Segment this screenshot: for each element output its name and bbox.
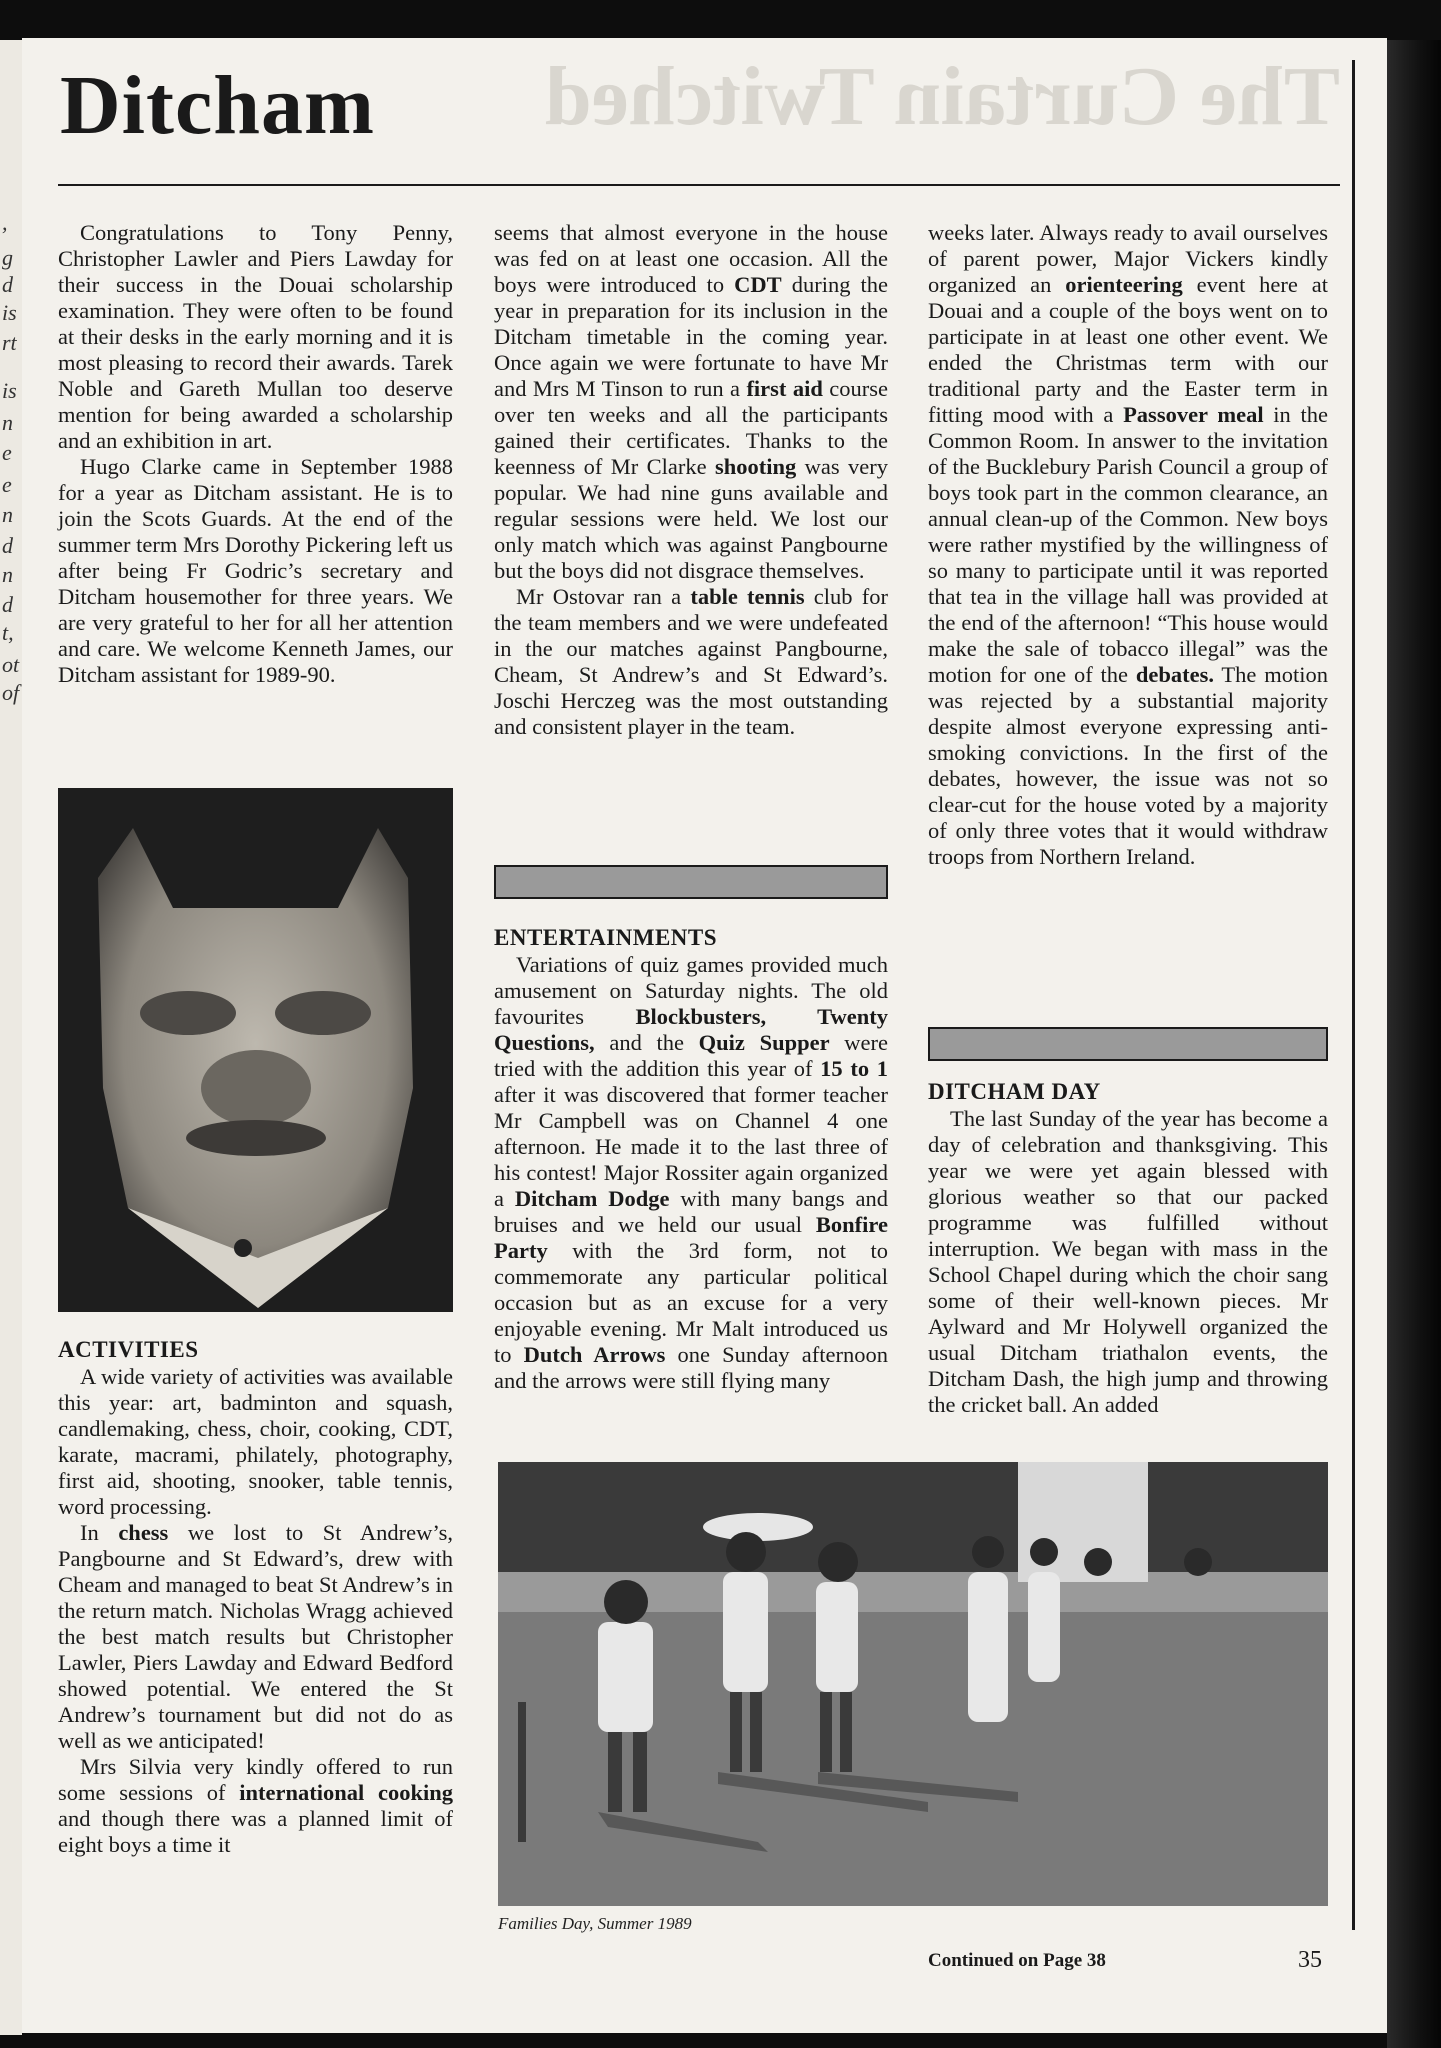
margin-fragment: e <box>2 472 12 497</box>
binding-edge <box>1387 40 1441 2048</box>
margin-fragment: ot <box>2 652 20 677</box>
paragraph-table-tennis <box>494 584 888 740</box>
heading-activities: ACTIVITIES <box>58 1337 199 1362</box>
column-2 <box>494 220 888 740</box>
continued-note: Continued on Page 38 <box>928 1950 1106 1971</box>
margin-fragment: , <box>2 210 8 235</box>
text: after it was discovered that former teacher Mr Campbell was on Channel 4 one afternoon. He made it to the last three of his contest! Major Rossiter again organized a <box>494 1082 888 1211</box>
paragraph-ditcham-day: The last Sunday of the year has become a day of celebration and thanksgiving. This year we were yet again blessed with glorious weather so that our packed programme was fulfilled without interruption. We began with mass in the School Chapel during which the choir sang some of their well-known pieces. Mr Aylward and Mr Holywell organized the usual Ditcham triathalon events, the Ditcham Dash, the high jump and throwing the cricket ball. An added <box>928 1106 1328 1417</box>
bold-term: shooting <box>714 454 797 479</box>
margin-fragment: rt <box>2 330 17 355</box>
bold-term: first aid <box>746 376 823 401</box>
bold-term: international cooking <box>239 1780 453 1805</box>
margin-fragment: d <box>2 592 13 617</box>
section-divider-bar <box>494 865 888 899</box>
margin-fragment: e <box>2 440 12 465</box>
margin-fragment: n <box>2 562 13 587</box>
text: weeks later. Always ready to avail ourselves of parent power, Major Vickers kindly organized an <box>928 220 1328 297</box>
margin-fragment: d <box>2 272 13 297</box>
bold-term: CDT <box>734 272 782 297</box>
photo-caption: Families Day, Summer 1989 <box>498 1914 692 1933</box>
bold-term: 15 to 1 <box>820 1056 888 1081</box>
text: one Sunday afternoon and the arrows were still flying many <box>494 1342 888 1393</box>
text: and though there was a planned limit of eight boys a time it <box>58 1806 453 1857</box>
margin-fragment: n <box>2 502 13 527</box>
margin-fragment: is <box>2 300 17 325</box>
bold-term: debates. <box>1135 662 1214 687</box>
paragraph-orienteering <box>928 220 1328 870</box>
column-2-lower <box>494 924 888 1394</box>
page-number: 35 <box>1298 1947 1322 1973</box>
margin-fragment: of <box>2 680 20 705</box>
paragraph-chess <box>58 1520 453 1754</box>
text: we lost to St Andrew’s, Pangbourne and St Edward’s, drew with Cheam and managed to beat St Andrew’s in the return match. Nicholas Wragg achieved the best match results but Christopher Lawler, Piers Lawday and Edward Bedford showed potential. We entered the St Andrew’s tournament but did not do as well as we anticipated! <box>58 1520 453 1753</box>
text: with the 3rd form, not to commemorate any particular political occasion but as an excuse for a very enjoyable evening. Mr Malt introduced us to <box>494 1238 888 1367</box>
text: in the Common Room. In answer to the invitation of the Bucklebury Parish Council a group of boys took part in the common clearance, an annual clean-up of the Common. New boys were rather mystified by the willingness of so many to participate until it was reported that tea in the village hall was provided at the end of the afternoon! “This house would make the sale of tobacco illegal” was the motion for one of the <box>928 402 1328 687</box>
cat-mask-photo <box>58 788 453 1312</box>
text: seems that almost everyone in the house was fed on at least one occasion. All the boys were introduced to <box>494 220 888 297</box>
paragraph-staff: Hugo Clarke came in September 1988 for a year as Ditcham assistant. He is to join the Scots Guards. At the end of the summer term Mrs Dorothy Pickering left us after being Fr Godric’s secretary and Ditcham housemother for three years. We are very grateful to her for all her attention and care. We welcome Kenneth James, our Ditcham assistant for 1989-90. <box>58 454 453 687</box>
margin-fragment: t, <box>2 620 14 645</box>
bold-term: Bonfire Party <box>494 1212 888 1263</box>
text: course over ten weeks and all the participants gained their certificates. Thanks to the keenness of Mr Clarke <box>494 376 888 479</box>
column-3 <box>928 220 1328 870</box>
bold-term: chess <box>118 1520 169 1545</box>
text: In <box>80 1520 119 1545</box>
families-day-photo <box>498 1462 1328 1906</box>
paragraph-scholarships: Congratulations to Tony Penny, Christopher Lawler and Piers Lawday for their success in the Douai scholarship examination. They were often to be found at their desks in the early morning and it is most pleasing to record their awards. Tarek Noble and Gareth Mullan too deserve mention for being awarded a scholarship and an exhibition in art. <box>58 220 453 453</box>
margin-rule <box>1352 60 1355 1930</box>
text: Mrs Silvia very kindly offered to run some sessions of <box>58 1754 453 1805</box>
text: was very popular. We had nine guns available and regular sessions were held. We lost our only match which was against Pangbourne but the boys did not disgrace themselves. <box>494 454 888 583</box>
paragraph-entertainments <box>494 952 888 1394</box>
paragraph-cooking <box>58 1754 453 1858</box>
bold-term: Passover meal <box>1123 402 1264 427</box>
title-rule <box>58 184 1340 186</box>
bold-term: Dutch Arrows <box>523 1342 666 1367</box>
text: and the <box>594 1030 699 1055</box>
margin-fragment: is <box>2 378 17 403</box>
heading-entertainments: ENTERTAINMENTS <box>494 925 718 950</box>
text: The motion was rejected by a substantial majority despite almost everyone expressing anti-smoking convictions. In the first of the debates, however, the issue was not so clear-cut for the house voted by a majority of only three votes that it would withdraw troops from Northern Ireland. <box>928 662 1328 869</box>
margin-fragment: n <box>2 410 13 435</box>
column-1 <box>58 220 453 688</box>
text: Mr Ostovar ran a <box>516 584 691 609</box>
section-divider-bar <box>928 1027 1328 1061</box>
paragraph-activities: A wide variety of activities was available this year: art, badminton and squash, candlemaking, chess, choir, cooking, CDT, karate, macrami, philately, photography, first aid, shooting, snooker, table tennis, word processing. <box>58 1364 453 1519</box>
paragraph-cdt <box>494 220 888 584</box>
heading-ditcham-day: DITCHAM DAY <box>928 1079 1101 1104</box>
bold-term: table tennis <box>690 584 805 609</box>
bold-term: orienteering <box>1065 272 1183 297</box>
margin-fragment: g <box>2 245 13 270</box>
text: Variations of quiz games provided much amusement on Saturday nights. The old favourites <box>494 952 888 1029</box>
page-title: Ditcham <box>60 59 375 152</box>
text: during the year in preparation for its inclusion in the Ditcham timetable in the coming year. Once again we were fortunate to have Mr and Mrs M Tinson to run a <box>494 272 888 401</box>
text: club for the team members and we were undefeated in the our matches against Pangbourne, Cheam, St Andrew’s and St Edward’s. Joschi Herczeg was the most outstanding and consistent player in the team. <box>494 584 888 739</box>
bold-term: Blockbusters, Twenty Questions, <box>494 1004 888 1055</box>
bold-term: Quiz Supper <box>698 1030 830 1055</box>
adjacent-page-strip <box>0 40 22 2035</box>
bold-term: Ditcham Dodge <box>514 1186 670 1211</box>
show-through-title: The Curtain Twitched <box>545 50 1340 143</box>
text: event here at Douai and a couple of the boys went on to participate in at least one other event. We ended the Christmas term with our traditional party and the Easter term in fitting mood with a <box>928 272 1328 427</box>
column-1-lower <box>58 1336 453 1858</box>
text: were tried with the addition this year of <box>494 1030 888 1081</box>
margin-fragment: d <box>2 533 13 558</box>
text: with many bangs and bruises and we held our usual <box>494 1186 888 1237</box>
column-3-lower <box>928 1078 1328 1418</box>
